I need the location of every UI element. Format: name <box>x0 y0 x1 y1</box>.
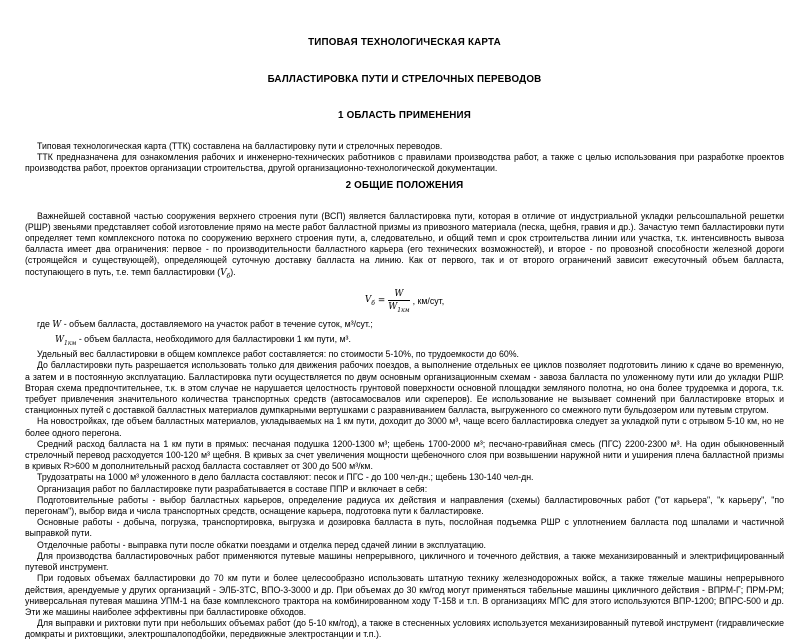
where-line <box>25 334 784 349</box>
paragraph: При годовых объемах балластировки до 70 км пути и более целесообразно использовать штатную технику железнодорожных войск, а также тяжелые машины непрерывного действия, арендуемые у других организаций - ЭЛБ-3ТС, ВПО-3-3000 и др. При объемах до 30 км/год могут применяться табельные машины цикличного действия - ВПРМ-Г; ПРМ-РМ; универсальная путевая машина УПМ-1 на базе комплексного трактора на комбинированном ходу Т-158 и т.п. В организациях МПС для этого используются ВПР-1200; ВПРС-500 и др. Эти же машины наиболее эффективны при балластировке обходов. <box>25 573 784 617</box>
variable-symbol: W <box>52 320 62 331</box>
paragraph: Для производства балластировочных работ применяются путевые машины непрерывного, цикличного и точечного действия, а также механизированный и электрифицированный путевой инструмент. <box>25 550 784 573</box>
section-1-heading: 1 ОБЛАСТЬ ПРИМЕНЕНИЯ <box>338 110 471 121</box>
formula-row <box>25 289 784 314</box>
paragraph: Подготовительные работы - выбор балластных карьеров, определение радиуса их действия и направления (схемы) балластировочных работ ("от карьера", "к карьеру", "по перегонам"), выбор вида и числа транспортных средств, оснащение карьера, подготовка пути к балластировке. <box>25 494 784 517</box>
doc-title: ТИПОВАЯ ТЕХНОЛОГИЧЕСКАЯ КАРТА <box>308 37 501 48</box>
intro-text: Важнейшей составной частью сооружения верхнего строения пути (ВСП) является балластировка пути, которая в отличие от индустриальной укладки рельсошпальной решетки (РШР) звеньями представляет собой изготовление прямо на месте работ балластной призмы из привозного материала (песка, щебня, гравия и др.). Зачастую темп балластировки пути определяет темп комплексного потока по сооружению верхнего строения пути, а, следовательно, и общий темп и срок строительства линии или участка, т.к. интенсивность вывоза балласта имеет два ограничения: первое - по производительности балластного карьера (его технических возможностей), и второе - по провозной способности железной дороги (строящейся и существующей), определяющей суточную доставку балласта на линию. Как от первого, так и от второго ограничений зависит ежесуточный объем балласта, поступающего в путь, т.е. темп балластировки ( <box>25 210 784 277</box>
paragraph: Отделочные работы - выправка пути после обкатки поездами и отделка перед сдачей линии в эксплуатацию. <box>37 539 487 550</box>
where-text: - объем балласта, необходимого для балластировки 1 км пути, м³. <box>78 334 351 345</box>
paragraph: Средний расход балласта на 1 км пути в прямых: песчаная подушка 1200-1300 м³; щебень 1700-2000 м³; песчано-гравийная смесь (ПГС) 2200-2300 м³. На один обыкновенный стрелочный перевод расходуется 100-120 м³ щебня. В кривых за счет увеличения мощности щебеночного слоя при возвышении наружной нити и уширения плеча балластной призмы в кривых R>600 м дополнительный расход балласта составляет от 300 до 500 м³/км. <box>25 438 784 472</box>
variable-symbol: $V_б$ <box>220 267 231 280</box>
paragraph: Для выправки и рихтовки пути при небольших объемах работ (до 5-10 км/год), а также в стесненных условиях используется механизированный путевой инструмент (гидравлические домкраты и рихтовщики, электрошпалоподбойки, передвижные электростанции и т.п.). <box>25 618 784 640</box>
formula-units: , км/сут, <box>412 295 445 306</box>
where-text: - объем балласта, доставляемого на участок работ в течение суток, м³/сут.; <box>63 319 373 330</box>
fraction-numerator: W <box>388 289 409 301</box>
paragraph: На новостройках, где объем балластных материалов, укладываемых на 1 км пути, доходит до 3000 м³, чаще всего балластировка следует за укладкой пути с отрывом 5-10 км, но не более одного перегона. <box>25 416 784 438</box>
formula <box>365 289 444 314</box>
equals-sign: = <box>377 295 386 306</box>
variable-symbol: $W_{1км}$ <box>55 335 77 348</box>
doc-subtitle: БАЛЛАСТИРОВКА ПУТИ И СТРЕЛОЧНЫХ ПЕРЕВОДОВ <box>267 74 542 85</box>
paragraph: ТТК предназначена для ознакомления рабочих и инженерно-технических работников с правилами производства работ, а также с целью использования при разработке проектов производства работ, проектов организации строительства, другой организационно-технологической документации. <box>25 152 784 174</box>
where-line: где W - объем балласта, доставляемого на участок работ в течение суток, м³/сут.; <box>37 319 373 331</box>
section-2-heading: 2 ОБЩИЕ ПОЛОЖЕНИЯ <box>345 179 464 191</box>
formula-fraction <box>388 289 409 314</box>
paragraph: Организация работ по балластировке пути разрабатывается в составе ППР и включает в себя: <box>37 483 428 494</box>
formula-lhs: $V_б$ <box>364 295 375 307</box>
paragraph: До балластировки путь разрешается использовать только для движения рабочих поездов, а выполнение отдельных ее циклов позволяет подготовить линию к сдаче во временную, а затем и в постоянную эксплуатацию. Балластировка пути осуществляется по двум основным организационным схемам - завоза балласта по уложенному пути или до укладки РШР. Вторая схема предпочтительнее, т.к. в этом случае не нарушается целостность грунтовой поверхности основной площадки земляного полотна, но она более трудоемка и дорога, т.к. требует привлечения значительного количества транспортных средств (автосамосвалов или скреперов). Ее использование не вызывает сомнений при балластировке вторых и станционных путей с доставкой балластных материалов думпкарными вертушками с разравниванием балласта, выгруженного со смежного пути бульдозером или путевым стругом. <box>25 360 784 416</box>
paragraph: Типовая технологическая карта (ТТК) составлена на балластировку пути и стрелочных переводов. <box>37 141 443 151</box>
paragraph: Трудозатраты на 1000 м³ уложенного в дело балласта составляют: песок и ПГС - до 100 чел-дн.; щебень 130-140 чел-дн. <box>37 472 534 483</box>
fraction-denominator: $W_{1км}$ <box>388 301 410 314</box>
paragraph-intro: Важнейшей составной частью сооружения верхнего строения пути (ВСП) является балластировка пути, которая в отличие от индустриальной укладки рельсошпальной решетки (РШР) звеньями представляет собой изготовление прямо на месте работ балластной призмы из привозного материала (песка, щебня, гравия и др.). Зачастую темп балластировки пути определяет темп комплексного потока по сооружению верхнего строения пути, а, следовательно, и общий темп и срок строительства линии или участка, т.к. интенсивность вывоза балласта имеет два ограничения: первое - по производительности балластного карьера (его технических возможностей), и второе - по провозной способности железной дороги (строящейся и существующей), определяющей суточную доставку балласта на линию. Как от первого, так и от второго ограничений зависит ежесуточный объем балласта, поступающего в путь, т.е. темп балластировки $(V_б)$. <box>25 210 784 280</box>
paragraph: Основные работы - добыча, погрузка, транспортировка, выгрузка и дозировка балласта в путь, послойная подъемка РШР с уплотнением балласта под шпалами и частичной выправкой пути. <box>25 517 784 539</box>
paragraph: Удельный вес балластировки в общем комплексе работ составляется: по стоимости 5-10%, по трудоемкости до 60%. <box>37 349 519 360</box>
